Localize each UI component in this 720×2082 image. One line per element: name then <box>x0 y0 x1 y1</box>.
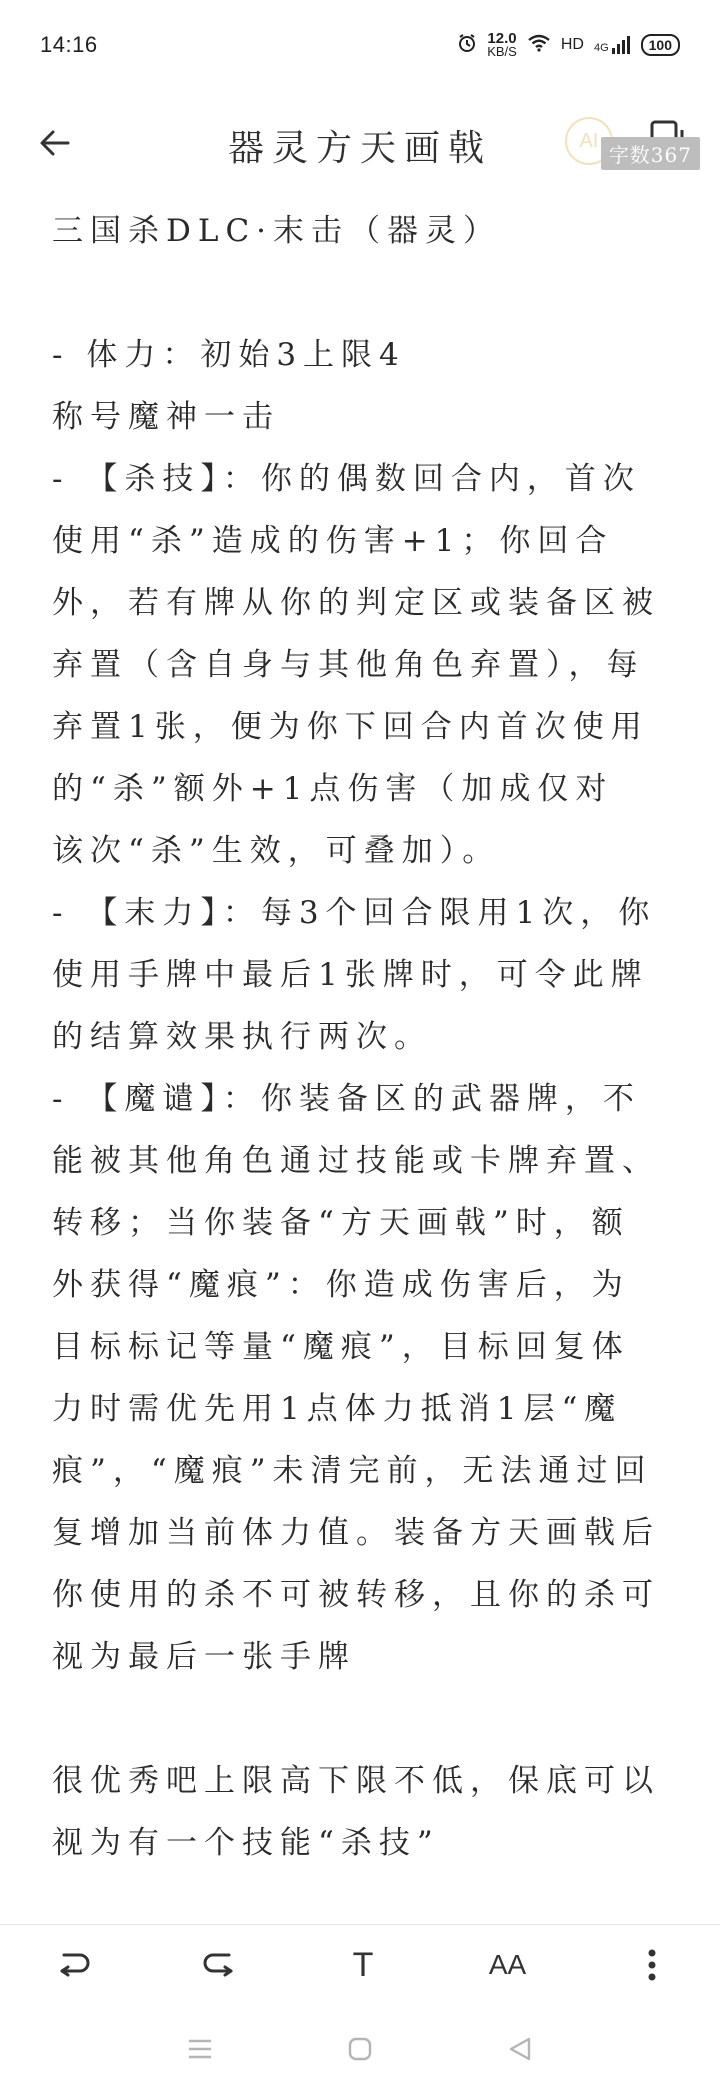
content-line: 外获得“魔痕”：你造成伤害后，为 <box>52 1267 630 1303</box>
content-line: 痕”，“魔痕”未清完前，无法通过回 <box>52 1453 653 1489</box>
alarm-icon <box>457 33 477 58</box>
page-title: 器灵方天画戟 <box>227 128 492 169</box>
net-speed <box>487 32 517 58</box>
wifi-icon <box>527 34 551 57</box>
content-line: 能被其他角色通过技能或卡牌弃置、 <box>52 1143 660 1179</box>
status-indicators <box>457 32 680 58</box>
content-line: 复增加当前体力值。装备方天画戟后 <box>52 1515 660 1551</box>
content-line: 三国杀DLC·末击（器灵） <box>52 213 502 249</box>
redo-icon <box>199 1945 239 1985</box>
content-line: 你使用的杀不可被转移，且你的杀可 <box>52 1577 660 1613</box>
content-line: 很优秀吧上限高下限不低，保底可以 <box>52 1763 660 1799</box>
content-line: 视为最后一张手牌 <box>52 1639 356 1675</box>
word-count-badge: 字数367 <box>601 137 700 170</box>
content-line: 力时需优先用1点体力抵消1层“魔 <box>52 1391 623 1427</box>
font-size-button[interactable]: AA <box>488 1949 527 1980</box>
content-line: - 体力：初始3上限4 <box>52 337 406 373</box>
content-line: 目标标记等量“魔痕”，目标回复体 <box>52 1329 630 1365</box>
nav-home-button[interactable] <box>347 2036 373 2066</box>
status-bar <box>0 0 720 90</box>
ai-button[interactable]: AI <box>565 117 613 165</box>
nav-menu-button[interactable] <box>187 2038 213 2064</box>
undo-button[interactable] <box>52 1943 96 1987</box>
signal-icon <box>594 36 631 54</box>
home-icon <box>347 2036 373 2062</box>
content-line: - 【杀技】：你的偶数回合内，首次 <box>52 461 641 497</box>
triangle-back-icon <box>507 2036 533 2062</box>
content-line: 的“杀”额外+1点伤害（加成仅对 <box>52 771 614 807</box>
net-speed-value: 12.0 <box>487 30 517 47</box>
blank-line <box>52 262 672 324</box>
content-line: 使用手牌中最后1张牌时，可令此牌 <box>52 957 649 993</box>
text-format-button[interactable]: T <box>352 1945 374 1984</box>
content-line: 该次“杀”生效，可叠加）。 <box>52 833 501 869</box>
signal-label: 4G <box>593 42 609 54</box>
note-content[interactable] <box>52 200 672 1874</box>
menu-icon <box>187 2038 213 2060</box>
content-line: 使用“杀”造成的伤害+1；你回合 <box>52 523 614 559</box>
content-line: - 【末力】：每3个回合限用1次，你 <box>52 895 657 931</box>
battery-indicator: 100 <box>641 34 680 56</box>
more-vertical-icon <box>642 1945 662 1985</box>
content-line: - 【魔谴】：你装备区的武器牌，不 <box>52 1081 641 1117</box>
editor-toolbar <box>0 1925 720 2005</box>
status-time: 14:16 <box>40 32 98 57</box>
blank-line <box>52 1688 672 1750</box>
content-line: 转移；当你装备“方天画戟”时，额 <box>52 1205 630 1241</box>
content-line: 弃置1张，便为你下回合内首次使用 <box>52 709 649 745</box>
net-speed-unit: KB/S <box>487 44 517 59</box>
system-nav-bar <box>0 2020 720 2082</box>
app-bar <box>0 90 720 210</box>
content-line: 外，若有牌从你的判定区或装备区被 <box>52 585 660 621</box>
nav-back-button[interactable] <box>507 2036 533 2066</box>
hd-label: HD <box>560 36 584 53</box>
content-line: 视为有一个技能“杀技” <box>52 1825 440 1861</box>
content-line: 称号魔神一击 <box>52 399 280 435</box>
more-button[interactable] <box>630 1943 674 1987</box>
content-line: 弃置（含自身与其他角色弃置），每 <box>52 647 645 683</box>
redo-button[interactable] <box>197 1943 241 1987</box>
content-line: 的结算效果执行两次。 <box>52 1019 432 1055</box>
undo-icon <box>54 1945 94 1985</box>
